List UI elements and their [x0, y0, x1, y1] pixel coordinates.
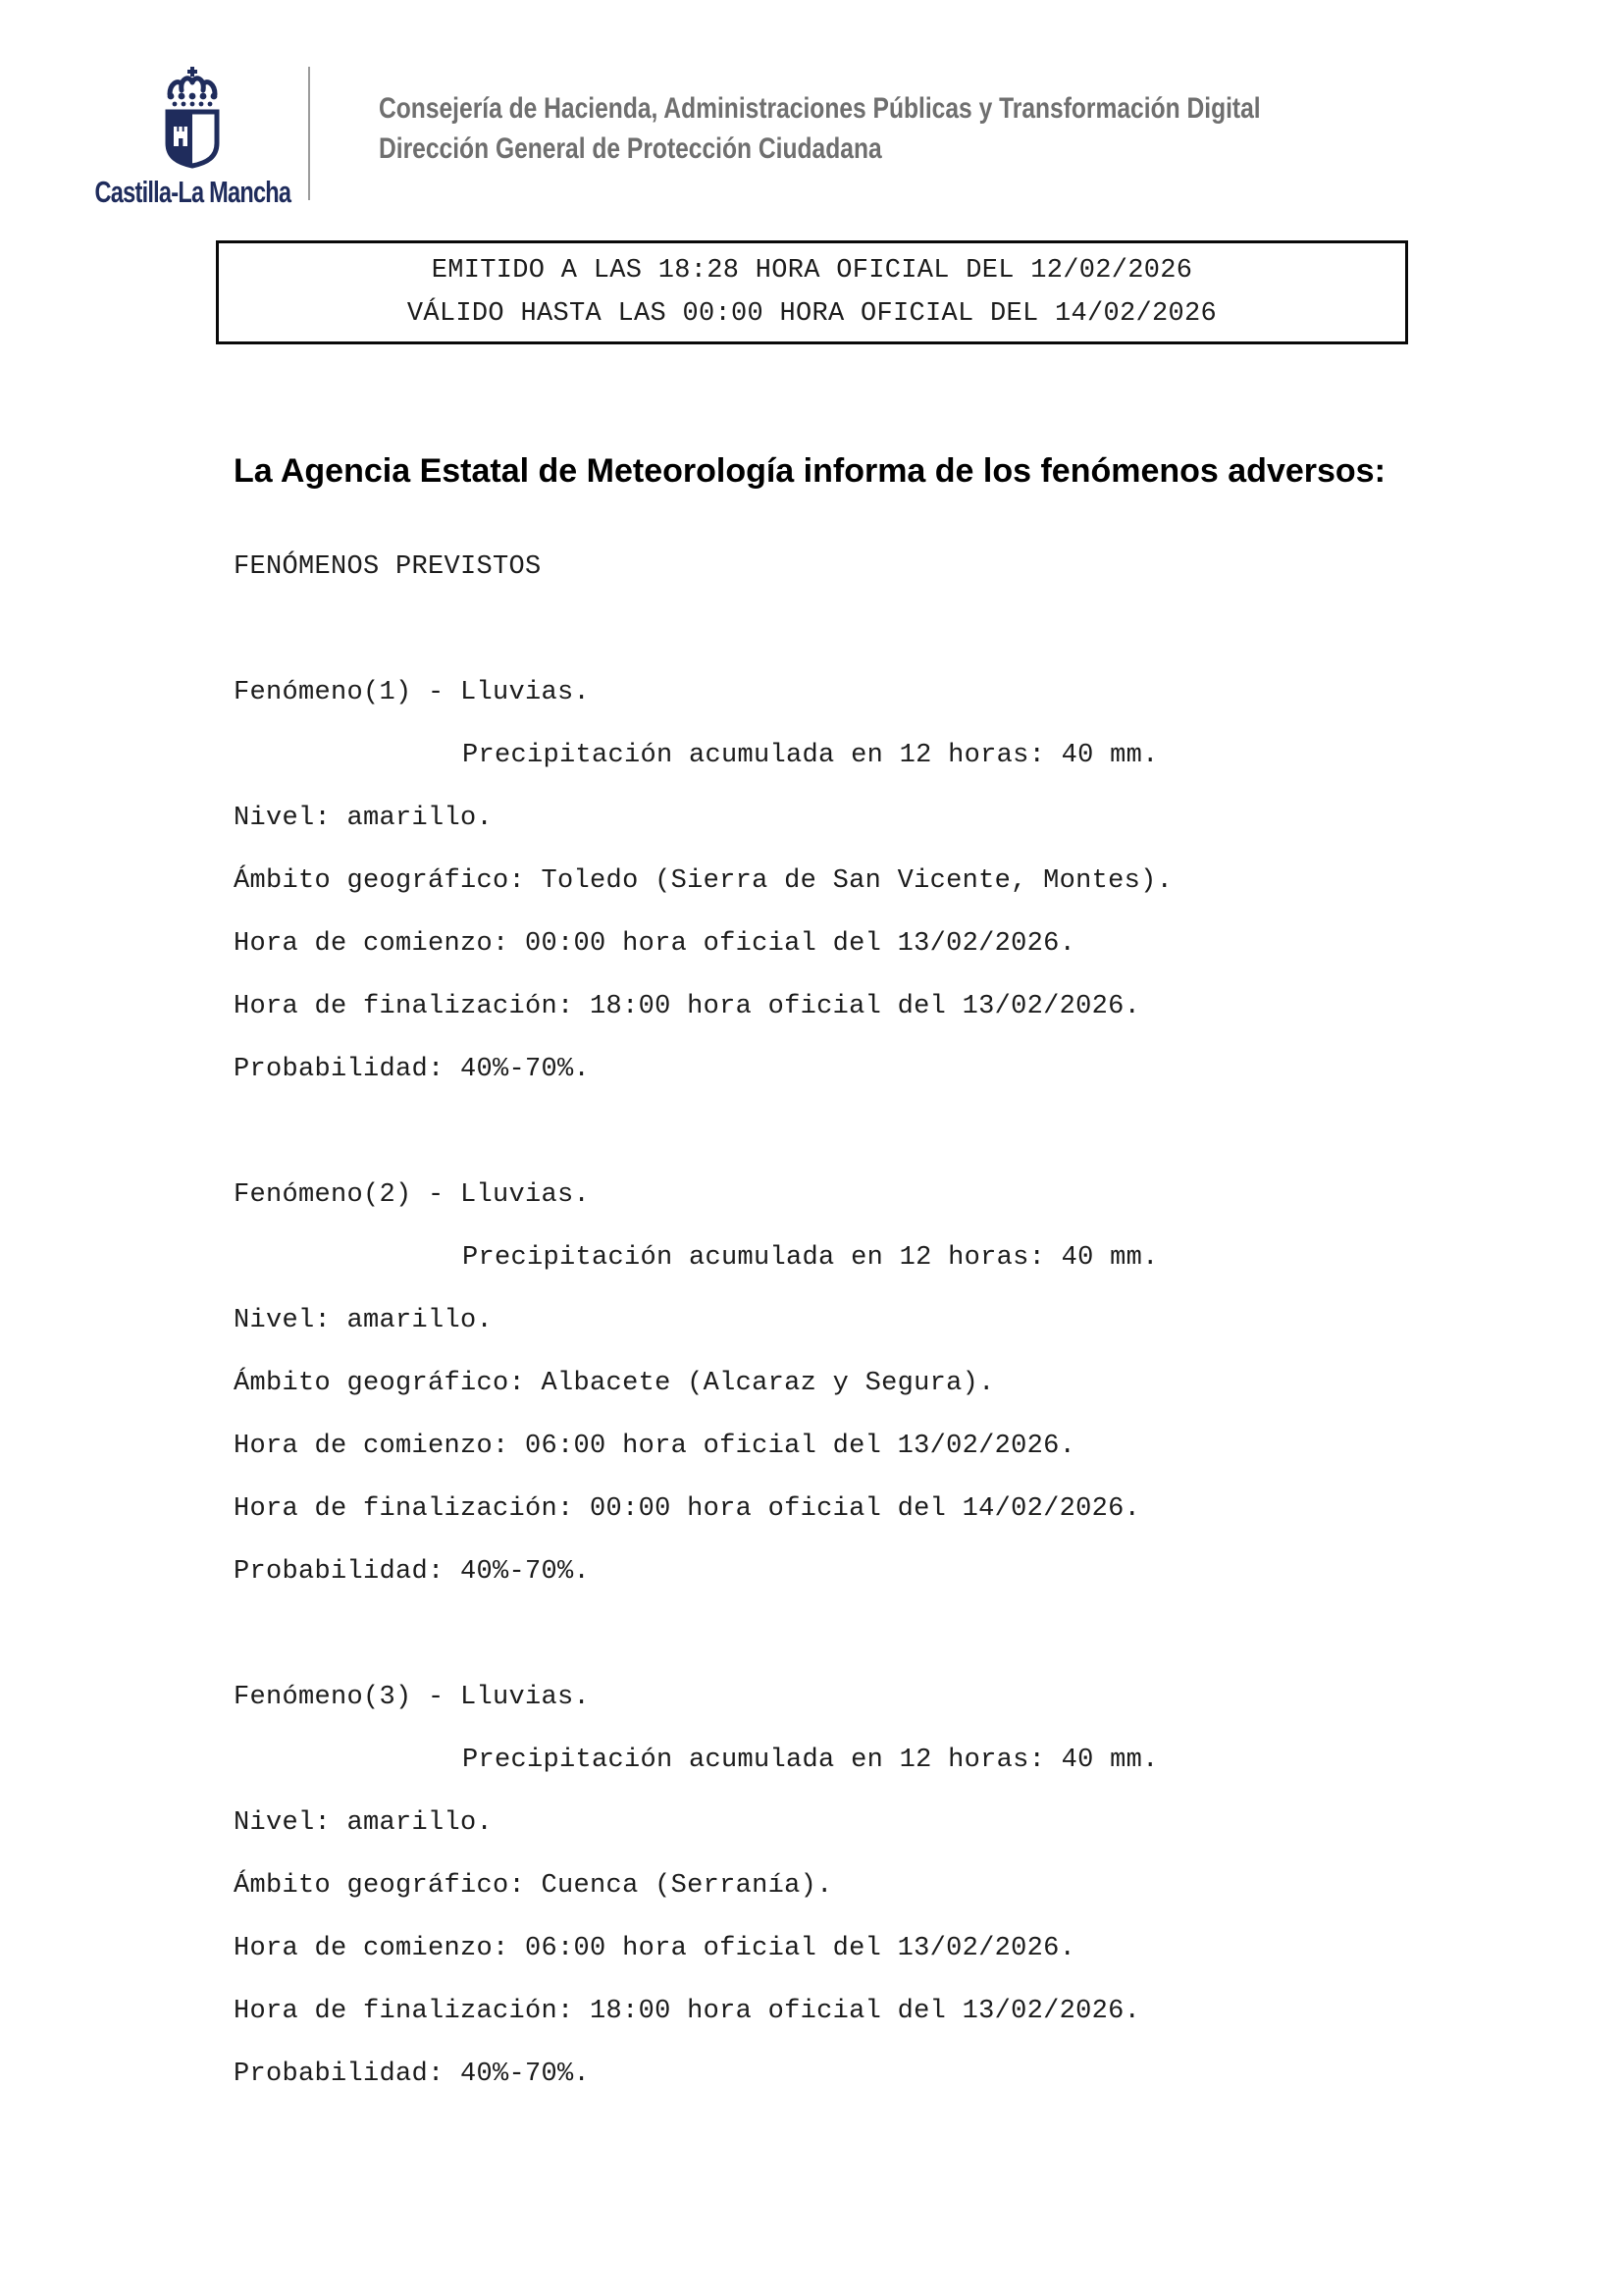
scope-line: Ámbito geográfico: Cuenca (Serranía). — [234, 1871, 833, 1901]
precipitation-line: Precipitación acumulada en 12 horas: 40 mm. — [462, 1746, 1159, 1775]
level-line: Nivel: amarillo. — [234, 804, 494, 833]
document-header — [0, 0, 1623, 214]
probability-line: Probabilidad: 40%-70%. — [234, 2060, 591, 2089]
document-body — [0, 449, 1623, 2106]
valid-until-line: VÁLIDO HASTA LAS 00:00 HORA OFICIAL DEL 14/02/2026 — [406, 298, 1218, 329]
phenomenon-title: Fenómeno(1) - Lluvias. — [234, 678, 591, 707]
castilla-la-mancha-crest-icon — [162, 67, 223, 169]
emission-box — [216, 240, 1408, 344]
department-heading — [379, 67, 1261, 169]
end-time-line: Hora de finalización: 18:00 hora oficial del 13/02/2026. — [234, 992, 1141, 1021]
phenomenon-block-2 — [234, 1164, 1564, 1603]
level-line: Nivel: amarillo. — [234, 1306, 494, 1335]
phenomenon-block-1 — [234, 661, 1564, 1101]
start-time-line: Hora de comienzo: 06:00 hora oficial del 13/02/2026. — [234, 1934, 1076, 1963]
scope-line: Ámbito geográfico: Albacete (Alcaraz y Segura). — [234, 1369, 995, 1398]
precipitation-line: Precipitación acumulada en 12 horas: 40 mm. — [462, 1243, 1159, 1273]
end-time-line: Hora de finalización: 00:00 hora oficial del 14/02/2026. — [234, 1494, 1141, 1524]
probability-line: Probabilidad: 40%-70%. — [234, 1557, 591, 1587]
phenomenon-title: Fenómeno(3) - Lluvias. — [234, 1683, 591, 1712]
phenomenon-title: Fenómeno(2) - Lluvias. — [234, 1180, 591, 1210]
department-line1: Consejería de Hacienda, Administraciones Públicas y Transformación Digital — [379, 92, 1261, 125]
scope-line: Ámbito geográfico: Toledo (Sierra de San Vicente, Montes). — [234, 866, 1174, 896]
precipitation-line: Precipitación acumulada en 12 horas: 40 mm. — [462, 741, 1159, 770]
emitted-line: EMITIDO A LAS 18:28 HORA OFICIAL DEL 12/02/2026 — [431, 256, 1193, 287]
end-time-line: Hora de finalización: 18:00 hora oficial del 13/02/2026. — [234, 1997, 1141, 2026]
start-time-line: Hora de comienzo: 06:00 hora oficial del 13/02/2026. — [234, 1432, 1076, 1461]
start-time-line: Hora de comienzo: 00:00 hora oficial del 13/02/2026. — [234, 929, 1076, 959]
probability-line: Probabilidad: 40%-70%. — [234, 1055, 591, 1084]
section-label: FENÓMENOS PREVISTOS — [234, 552, 542, 582]
department-line2: Dirección General de Protección Ciudadana — [379, 132, 882, 165]
report-heading: La Agencia Estatal de Meteorología informa de los fenómenos adversos: — [234, 452, 1386, 490]
level-line: Nivel: amarillo. — [234, 1808, 494, 1838]
header-separator — [308, 67, 310, 200]
phenomenon-block-3 — [234, 1666, 1564, 2106]
logo-wordmark: Castilla-La Mancha — [94, 175, 290, 209]
castilla-la-mancha-logo — [88, 67, 296, 210]
